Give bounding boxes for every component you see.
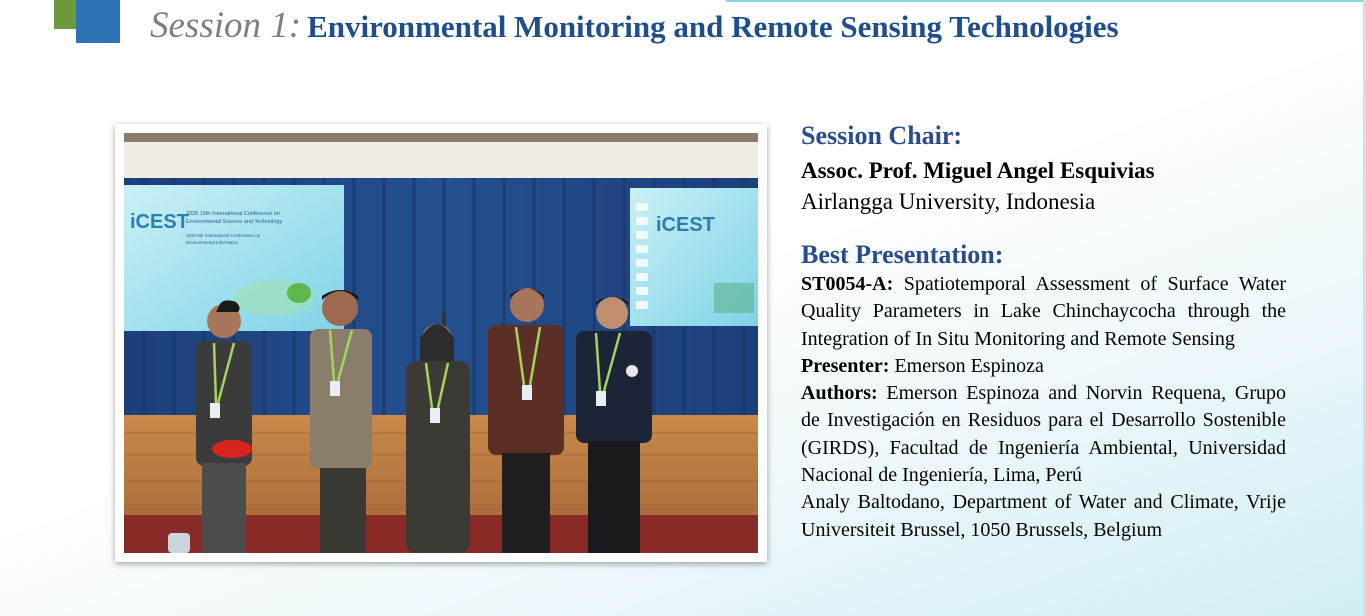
authors-group-1: Emerson Espinoza and Norvin Requena, Grupo de Investigación en Residuos para el Desarrollo Sostenible (GIRDS), Facultad de Ingeniería Ambiental, Universidad Nacional de Ingeniería, Lima, Perú <box>801 382 1286 487</box>
svg-text:Environmental Informatics: Environmental Informatics <box>186 240 239 245</box>
session-chair-heading: Session Chair: <box>801 121 963 150</box>
authors-group-2: Analy Baltodano, Department of Water and Climate, Vrije Universiteit Brussel, 1050 Brussels, Belgium <box>801 491 1286 541</box>
screen-logo: iCEST <box>130 211 189 233</box>
best-presentation-heading: Best Presentation: <box>801 240 1004 269</box>
authors-label: Authors: <box>801 382 878 405</box>
corner-green-block <box>54 0 78 29</box>
session-topic: Environmental Monitoring and Remote Sensing Technologies <box>307 9 1119 44</box>
paper-id: ST0054-A: <box>801 273 894 295</box>
session-info <box>801 120 1286 544</box>
session-label: Session 1: <box>150 5 302 46</box>
group-photo-frame <box>115 124 767 562</box>
presenter-name: Emerson Espinoza <box>894 354 1044 377</box>
group-photo <box>124 133 758 553</box>
presenter-line <box>801 353 1286 380</box>
top-accent-line <box>726 0 1366 2</box>
authors-line <box>801 380 1286 489</box>
svg-text:Environmental Science and Tech: Environmental Science and Technology <box>186 219 283 225</box>
chair-name: Assoc. Prof. Miguel Angel Esquivias <box>801 158 1155 183</box>
presenter-label: Presenter: <box>801 354 890 377</box>
svg-text:iCEST: iCEST <box>656 214 715 236</box>
paper-title: Spatiotemporal Assessment of Surface Water Quality Parameters in Lake Chinchaycocha through the Integration of In Situ Monitoring and Remote Sensing <box>801 273 1287 350</box>
corner-blue-block <box>76 0 120 43</box>
page-title <box>150 4 1119 47</box>
svg-text:2025 6th International Confere: 2025 6th International Conference on <box>186 233 261 238</box>
chair-affiliation: Airlangga University, Indonesia <box>801 189 1096 214</box>
group-photo-illustration <box>124 133 758 553</box>
paper-entry <box>801 271 1286 353</box>
svg-text:2025 16th International Confer: 2025 16th International Conference on <box>186 211 280 217</box>
